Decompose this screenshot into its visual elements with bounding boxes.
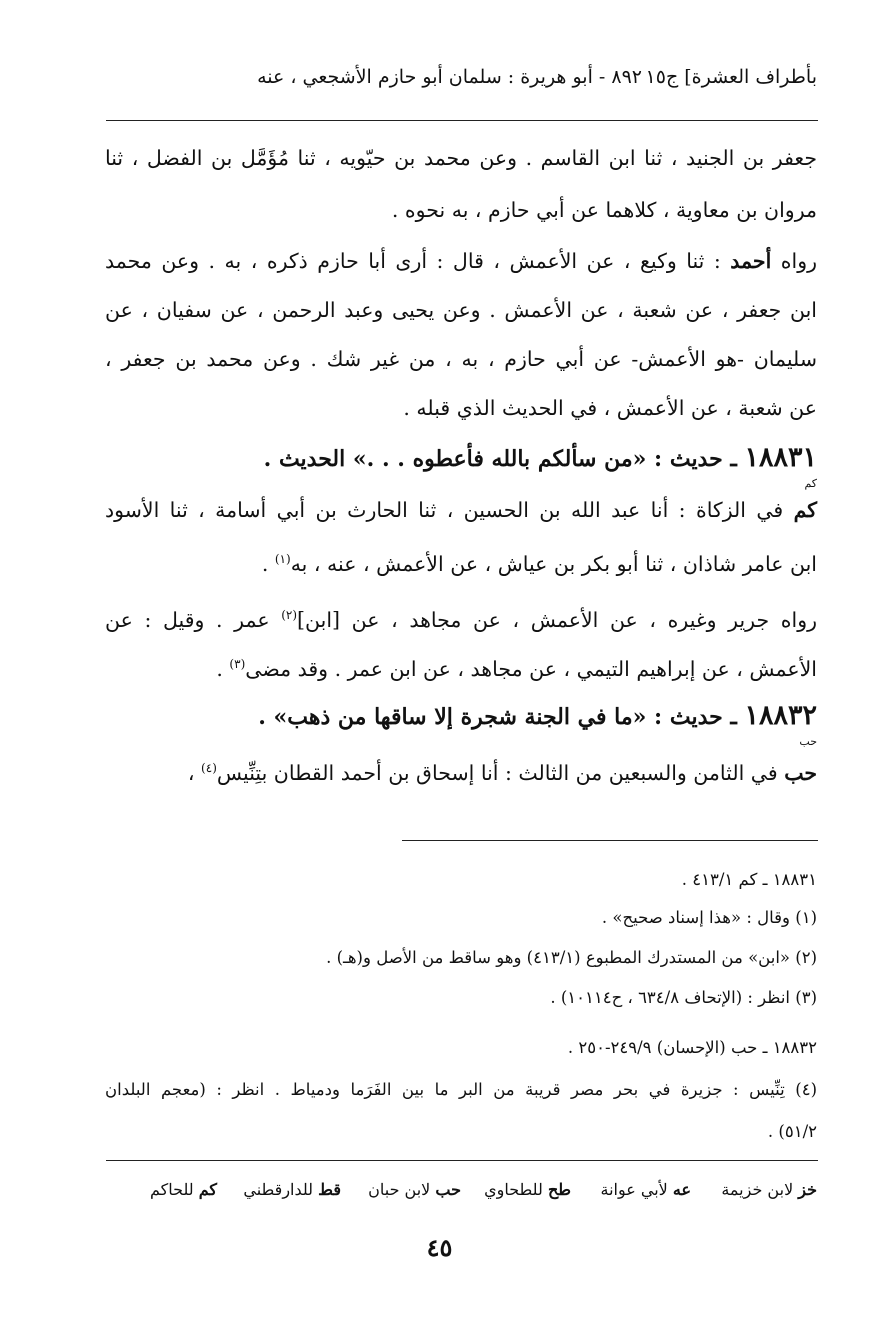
body-line: ابن جعفر ، عن شعبة ، عن الأعمش . وعن يحيى وعبد الرحمن ، عن سفيان ، عن [105, 298, 817, 322]
footnote-line: ٥١/٢) . [767, 1122, 817, 1141]
text-run: ، [187, 760, 202, 785]
hadith-number-text: ١٨٨٣١ [744, 442, 817, 473]
abbr-name: للطحاوي [484, 1180, 543, 1199]
abbr-code: خز [798, 1180, 817, 1199]
text-run: ابن عامر شاذان ، ثنا أبو بكر بن عياش ، عن الأعمش ، عنه ، به [290, 551, 817, 576]
abbr-code: حب [435, 1180, 461, 1199]
text-run: في الثامن والسبعين من الثالث : أنا إسحاق بن أحمد القطان بتِنِّيس [216, 760, 785, 785]
footnote-line: (٢) «ابن» من المستدرك المطبوع (٤١٣/١) وهو ساقط من الأصل و(هـ) . [326, 948, 817, 967]
header-rule [106, 120, 818, 121]
abbr-name: لابن حبان [368, 1180, 431, 1199]
hadith-source-code: حب [799, 735, 817, 748]
abbr-code: عه [672, 1180, 691, 1199]
body-line [105, 599, 817, 636]
footnote-ref-2[interactable]: (٢) [281, 608, 298, 622]
text-run: : ثنا وكيع ، عن الأعمش ، قال : أرى أبا حازم ذكره ، به . وعن محمد [105, 249, 731, 273]
source-name-bold: أحمد [730, 249, 772, 273]
body-line [105, 245, 817, 277]
page-number: ٤٥ [426, 1233, 453, 1262]
abbreviations-rule [106, 1160, 818, 1161]
text-run: . [261, 551, 275, 576]
abbr-item [243, 1180, 341, 1199]
abbr-item [150, 1180, 217, 1199]
footnote-line: (٣) انظر : (الإتحاف ٦٣٤/٨ ، ح١٠١١٤) . [550, 988, 817, 1007]
text-run: في الزكاة : أنا عبد الله بن الحسين ، ثنا الحارث بن أبي أسامة ، ثنا الأسود [105, 498, 794, 522]
footnote-line: (١) وقال : «هذا إسناد صحيح» . [601, 908, 817, 927]
footnote-ref-3[interactable]: (٣) [229, 657, 246, 671]
abbr-code: كم [198, 1180, 217, 1199]
abbr-item [484, 1180, 571, 1199]
hadith-source-code: كم [804, 477, 817, 490]
hadith-heading-text: ـ حديث : «من سألكم بالله فأعطوه . . .» الحديث . [263, 446, 745, 472]
body-line [105, 543, 817, 580]
abbr-item [368, 1180, 461, 1199]
hadith-heading-18832 [105, 700, 817, 748]
header-book-reference: بأطراف العشرة] ج١٥ [645, 66, 817, 88]
footnote-ref-1[interactable]: (١) [274, 552, 291, 566]
running-header [105, 66, 817, 106]
hadith-number [744, 442, 817, 490]
body-line [105, 494, 817, 526]
footnote-line: (٤) تِنِّيس : جزيرة في بحر مصر قريبة من البر ما بين الفَرَما ودمياط . انظر : (معجم البلدان [105, 1080, 817, 1099]
source-code-bold: كم [793, 498, 817, 522]
text-run: رواه جرير وغيره ، عن الأعمش ، عن مجاهد ، عن [ابن] [297, 607, 817, 632]
body-line: جعفر بن الجنيد ، ثنا ابن القاسم . وعن محمد بن حيّويه ، ثنا مُؤَمَّل بن الفضل ، ثنا [105, 146, 817, 170]
footnote-line: ١٨٨٣١ ـ كم ٤١٣/١ . [681, 870, 817, 889]
text-run: . [216, 656, 230, 681]
body-line: مروان بن معاوية ، كلاهما عن أبي حازم ، به نحوه . [391, 198, 817, 222]
header-chapter-title: ٨٩٢ - أبو هريرة : سلمان أبو حازم الأشجعي ، عنه [257, 66, 642, 88]
abbreviations-legend [105, 1180, 817, 1210]
abbr-item [600, 1180, 691, 1199]
abbr-item [721, 1180, 817, 1199]
hadith-heading-18831 [105, 442, 817, 490]
abbr-code: قط [318, 1180, 341, 1199]
footnote-ref-4[interactable]: (٤) [201, 761, 217, 775]
abbr-name: لابن خزيمة [721, 1180, 794, 1199]
hadith-heading-text: ـ حديث : «ما في الجنة شجرة إلا ساقها من ذهب» . [258, 704, 745, 730]
text-run: عمر . وقيل : عن [105, 607, 282, 632]
hadith-number [744, 700, 817, 748]
text-run: رواه [771, 249, 817, 273]
footnote-line: ١٨٨٣٢ ـ حب (الإحسان) ٢٤٩/٩-٢٥٠ . [567, 1038, 817, 1057]
body-line: عن شعبة ، عن الأعمش ، في الحديث الذي قبله . [403, 396, 817, 420]
hadith-number-text: ١٨٨٣٢ [744, 700, 817, 731]
footnote-separator [402, 840, 818, 841]
abbr-name: للدارقطني [243, 1180, 314, 1199]
body-line [105, 648, 817, 685]
source-code-bold: حب [784, 760, 817, 785]
body-line [105, 752, 817, 789]
abbr-name: للحاكم [150, 1180, 194, 1199]
abbr-code: طح [547, 1180, 571, 1199]
text-run: الأعمش ، عن إبراهيم التيمي ، عن مجاهد ، عن ابن عمر . وقد مضى [245, 656, 817, 681]
abbr-name: لأبي عوانة [600, 1180, 668, 1199]
body-line: سليمان -هو الأعمش- عن أبي حازم ، به ، من غير شك . وعن محمد بن جعفر ، [105, 347, 817, 371]
